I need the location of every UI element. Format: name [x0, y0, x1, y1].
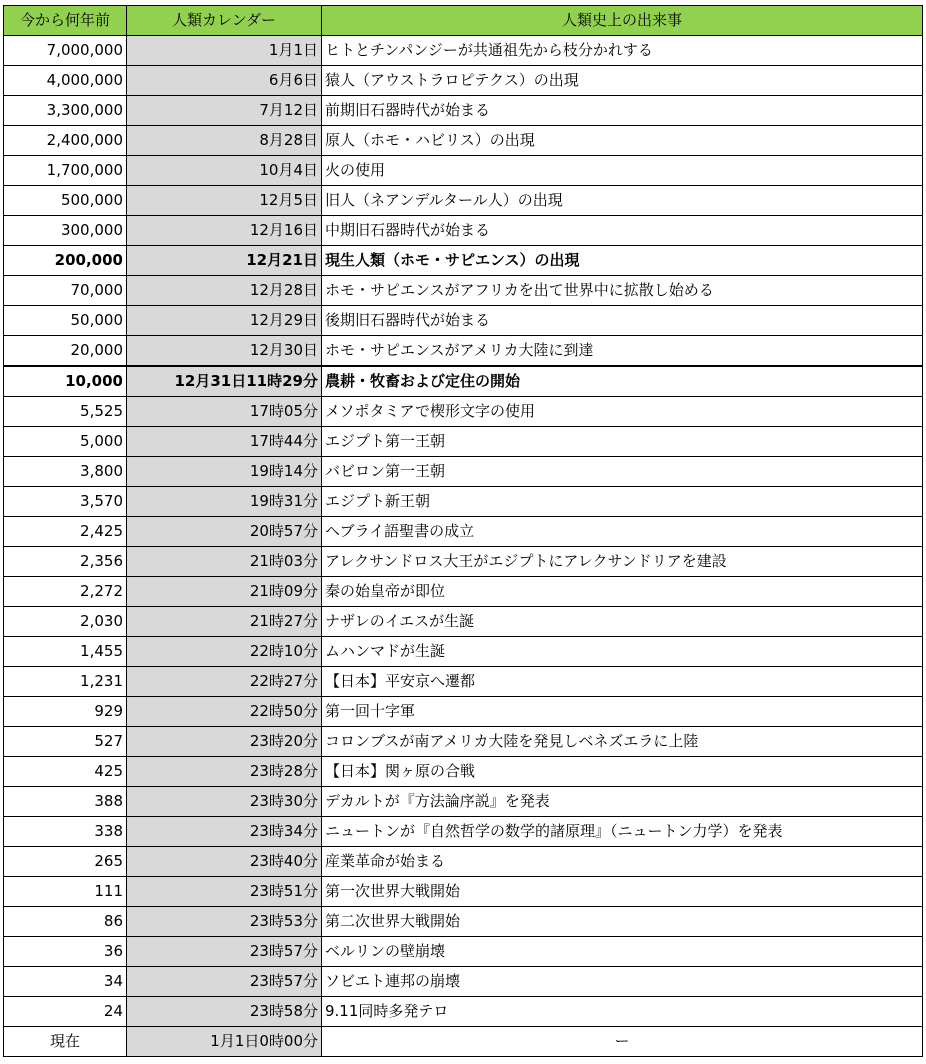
years-ago-cell[interactable]: 20,000	[4, 336, 127, 367]
years-ago-cell[interactable]: 929	[4, 697, 127, 727]
event-cell[interactable]: ヒトとチンパンジーが共通祖先から枝分かれする	[322, 36, 923, 66]
years-ago-cell[interactable]: 3,300,000	[4, 96, 127, 126]
years-ago-cell[interactable]: 10,000	[4, 366, 127, 397]
event-cell[interactable]: アレクサンドロス大王がエジプトにアレクサンドリアを建設	[322, 547, 923, 577]
header-row	[4, 6, 923, 36]
table-row	[4, 1027, 923, 1057]
table-row	[4, 667, 923, 697]
calendar-cell[interactable]: 1月1日	[127, 36, 322, 66]
calendar-cell[interactable]: 23時28分	[127, 757, 322, 787]
calendar-cell[interactable]: 22時50分	[127, 697, 322, 727]
table-row	[4, 967, 923, 997]
event-cell[interactable]: ナザレのイエスが生誕	[322, 607, 923, 637]
table-row	[4, 607, 923, 637]
calendar-cell[interactable]: 6月6日	[127, 66, 322, 96]
table-row	[4, 156, 923, 186]
years-ago-cell[interactable]: 2,425	[4, 517, 127, 547]
header-years-ago[interactable]: 今から何年前	[4, 6, 127, 36]
calendar-cell[interactable]: 22時27分	[127, 667, 322, 697]
years-ago-cell[interactable]: 2,030	[4, 607, 127, 637]
table-row	[4, 697, 923, 727]
calendar-cell[interactable]: 21時27分	[127, 607, 322, 637]
calendar-cell[interactable]: 21時03分	[127, 547, 322, 577]
event-cell[interactable]: 原人（ホモ・ハビリス）の出現	[322, 126, 923, 156]
table-row	[4, 877, 923, 907]
table-row	[4, 36, 923, 66]
table-row	[4, 787, 923, 817]
years-ago-cell[interactable]: 500,000	[4, 186, 127, 216]
years-ago-cell[interactable]: 34	[4, 967, 127, 997]
calendar-cell[interactable]: 12月30日	[127, 336, 322, 367]
calendar-cell[interactable]: 23時40分	[127, 847, 322, 877]
event-cell[interactable]: ホモ・サピエンスがアメリカ大陸に到達	[322, 336, 923, 367]
years-ago-cell[interactable]: 2,356	[4, 547, 127, 577]
event-cell[interactable]: 産業革命が始まる	[322, 847, 923, 877]
header-calendar[interactable]: 人類カレンダー	[127, 6, 322, 36]
human-calendar-table	[3, 5, 923, 1057]
years-ago-cell[interactable]: 388	[4, 787, 127, 817]
table-row	[4, 216, 923, 246]
calendar-cell[interactable]: 23時57分	[127, 967, 322, 997]
years-ago-cell[interactable]: 3,570	[4, 487, 127, 517]
calendar-cell[interactable]: 23時58分	[127, 997, 322, 1027]
years-ago-cell[interactable]: 5,000	[4, 427, 127, 457]
calendar-cell[interactable]: 7月12日	[127, 96, 322, 126]
years-ago-cell[interactable]: 2,272	[4, 577, 127, 607]
calendar-cell[interactable]: 12月29日	[127, 306, 322, 336]
table-row	[4, 427, 923, 457]
event-cell[interactable]: 猿人（アウストラロピテクス）の出現	[322, 66, 923, 96]
event-cell[interactable]: 【日本】関ヶ原の合戦	[322, 757, 923, 787]
years-ago-cell[interactable]: 527	[4, 727, 127, 757]
calendar-cell[interactable]: 23時20分	[127, 727, 322, 757]
event-cell[interactable]: 秦の始皇帝が即位	[322, 577, 923, 607]
years-ago-cell[interactable]: 86	[4, 907, 127, 937]
years-ago-cell[interactable]: 200,000	[4, 246, 127, 276]
event-cell[interactable]: ヘブライ語聖書の成立	[322, 517, 923, 547]
years-ago-cell[interactable]: 24	[4, 997, 127, 1027]
event-cell[interactable]: 9.11同時多発テロ	[322, 997, 923, 1027]
event-cell[interactable]: エジプト第一王朝	[322, 427, 923, 457]
table-row	[4, 637, 923, 667]
header-event[interactable]: 人類史上の出来事	[322, 6, 923, 36]
calendar-cell[interactable]: 20時57分	[127, 517, 322, 547]
calendar-cell[interactable]: 23時34分	[127, 817, 322, 847]
event-cell[interactable]: エジプト新王朝	[322, 487, 923, 517]
calendar-cell[interactable]: 19時31分	[127, 487, 322, 517]
table-row	[4, 366, 923, 397]
table-row	[4, 547, 923, 577]
event-cell[interactable]: 農耕・牧畜および定住の開始	[322, 366, 923, 397]
event-cell[interactable]: ベルリンの壁崩壊	[322, 937, 923, 967]
event-cell[interactable]: ニュートンが『自然哲学の数学的諸原理』（ニュートン力学）を発表	[322, 817, 923, 847]
calendar-cell[interactable]: 23時57分	[127, 937, 322, 967]
years-ago-cell[interactable]: 2,400,000	[4, 126, 127, 156]
calendar-cell[interactable]: 1月1日0時00分	[127, 1027, 322, 1057]
event-cell[interactable]: ソビエト連邦の崩壊	[322, 967, 923, 997]
calendar-cell[interactable]: 8月28日	[127, 126, 322, 156]
event-cell[interactable]: バビロン第一王朝	[322, 457, 923, 487]
years-ago-cell[interactable]: 4,000,000	[4, 66, 127, 96]
table-row	[4, 276, 923, 306]
calendar-cell[interactable]: 21時09分	[127, 577, 322, 607]
table-row	[4, 517, 923, 547]
years-ago-cell[interactable]: 70,000	[4, 276, 127, 306]
table-row	[4, 457, 923, 487]
event-cell[interactable]: 中期旧石器時代が始まる	[322, 216, 923, 246]
event-cell[interactable]: デカルトが『方法論序説』を発表	[322, 787, 923, 817]
event-cell[interactable]: ムハンマドが生誕	[322, 637, 923, 667]
event-cell[interactable]: 旧人（ネアンデルタール人）の出現	[322, 186, 923, 216]
table-row	[4, 397, 923, 427]
event-cell[interactable]: 火の使用	[322, 156, 923, 186]
calendar-cell[interactable]: 12月31日11時29分	[127, 366, 322, 397]
event-cell[interactable]: コロンブスが南アメリカ大陸を発見しベネズエラに上陸	[322, 727, 923, 757]
event-cell[interactable]: メソポタミアで楔形文字の使用	[322, 397, 923, 427]
table-row	[4, 336, 923, 367]
calendar-cell[interactable]: 12月28日	[127, 276, 322, 306]
table-row	[4, 757, 923, 787]
years-ago-cell[interactable]: 265	[4, 847, 127, 877]
table-row	[4, 817, 923, 847]
table-row	[4, 847, 923, 877]
years-ago-cell[interactable]: 1,231	[4, 667, 127, 697]
calendar-cell[interactable]: 12月16日	[127, 216, 322, 246]
calendar-cell[interactable]: 12月5日	[127, 186, 322, 216]
event-cell[interactable]: 第二次世界大戦開始	[322, 907, 923, 937]
years-ago-cell[interactable]: 1,700,000	[4, 156, 127, 186]
years-ago-cell[interactable]: 300,000	[4, 216, 127, 246]
event-cell[interactable]: 後期旧石器時代が始まる	[322, 306, 923, 336]
table-row	[4, 907, 923, 937]
table-row	[4, 487, 923, 517]
table-row	[4, 997, 923, 1027]
table-row	[4, 126, 923, 156]
event-cell[interactable]: 第一回十字軍	[322, 697, 923, 727]
table-row	[4, 577, 923, 607]
table-row	[4, 727, 923, 757]
calendar-cell[interactable]: 10月4日	[127, 156, 322, 186]
event-cell[interactable]: 前期旧石器時代が始まる	[322, 96, 923, 126]
table-row	[4, 186, 923, 216]
years-ago-cell[interactable]: 425	[4, 757, 127, 787]
calendar-cell[interactable]: 22時10分	[127, 637, 322, 667]
calendar-cell[interactable]: 19時14分	[127, 457, 322, 487]
table-row	[4, 246, 923, 276]
years-ago-cell[interactable]: 7,000,000	[4, 36, 127, 66]
years-ago-cell[interactable]: 5,525	[4, 397, 127, 427]
table-row	[4, 306, 923, 336]
table-row	[4, 96, 923, 126]
years-ago-cell[interactable]: 36	[4, 937, 127, 967]
years-ago-cell[interactable]: 50,000	[4, 306, 127, 336]
calendar-cell[interactable]: 23時53分	[127, 907, 322, 937]
years-ago-cell[interactable]: 3,800	[4, 457, 127, 487]
years-ago-cell[interactable]: 現在	[4, 1027, 127, 1057]
event-cell[interactable]: ー	[322, 1027, 923, 1057]
years-ago-cell[interactable]: 1,455	[4, 637, 127, 667]
table-row	[4, 937, 923, 967]
calendar-cell[interactable]: 17時44分	[127, 427, 322, 457]
event-cell[interactable]: ホモ・サピエンスがアフリカを出て世界中に拡散し始める	[322, 276, 923, 306]
event-cell[interactable]: 第一次世界大戦開始	[322, 877, 923, 907]
table-row	[4, 66, 923, 96]
years-ago-cell[interactable]: 338	[4, 817, 127, 847]
calendar-cell[interactable]: 23時30分	[127, 787, 322, 817]
years-ago-cell[interactable]: 111	[4, 877, 127, 907]
calendar-cell[interactable]: 17時05分	[127, 397, 322, 427]
calendar-cell[interactable]: 23時51分	[127, 877, 322, 907]
event-cell[interactable]: 【日本】平安京へ遷都	[322, 667, 923, 697]
calendar-cell[interactable]: 12月21日	[127, 246, 322, 276]
event-cell[interactable]: 現生人類（ホモ・サピエンス）の出現	[322, 246, 923, 276]
